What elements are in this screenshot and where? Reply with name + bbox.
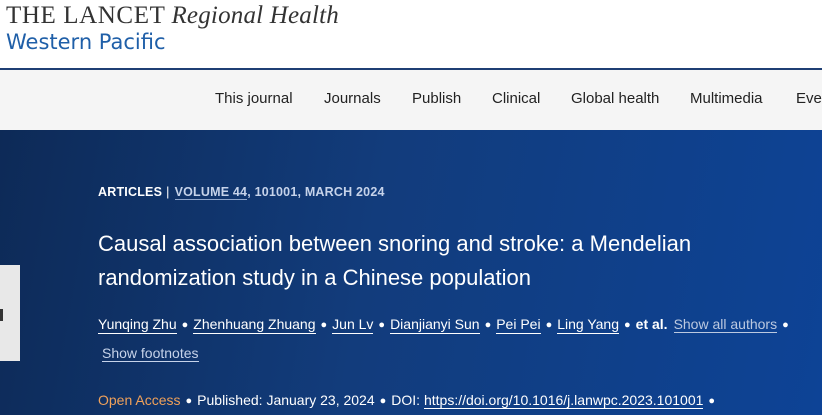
- nav-events[interactable]: Eve: [796, 90, 822, 107]
- author-link[interactable]: Ling Yang: [557, 316, 619, 332]
- article-type: ARTICLES: [98, 185, 163, 199]
- published-label: Published:: [197, 392, 263, 408]
- bullet-separator: ●: [782, 319, 789, 331]
- article-header: [0, 130, 822, 415]
- nav-publish[interactable]: Publish: [412, 90, 462, 107]
- author-link[interactable]: Yunqing Zhu: [98, 316, 177, 332]
- author-link[interactable]: Pei Pei: [496, 316, 541, 332]
- logo-lancet-text: THE LANCET: [6, 2, 166, 29]
- bullet-separator: ●: [378, 319, 386, 331]
- bullet-separator: ●: [181, 319, 189, 331]
- doi-label: DOI:: [391, 392, 421, 408]
- et-al: et al.: [635, 316, 668, 332]
- article-title: Causal association between snoring and stroke: a Mendelian randomization study in a Chinese population: [98, 231, 692, 290]
- bullet-separator: ●: [708, 395, 716, 407]
- published-date: January 23, 2024: [266, 392, 375, 408]
- volume-details: , 101001, MARCH 2024: [247, 185, 385, 199]
- bullet-separator: ●: [484, 319, 492, 331]
- author-list: [98, 316, 822, 332]
- volume-link[interactable]: VOLUME 44: [174, 185, 248, 199]
- logo-regional-text: Regional Health: [171, 2, 340, 29]
- author-link[interactable]: Zhenhuang Zhuang: [193, 316, 316, 332]
- meta-separator: |: [166, 185, 170, 199]
- main-nav: [0, 70, 822, 130]
- doi-link[interactable]: https://doi.org/10.1016/j.lanwpc.2023.101001: [423, 392, 704, 408]
- open-access-badge[interactable]: Open Access: [98, 392, 181, 408]
- article-meta-line: [98, 185, 385, 199]
- bullet-separator: ●: [379, 395, 387, 407]
- side-toggle-tab[interactable]: [0, 265, 20, 361]
- nav-journals[interactable]: Journals: [324, 90, 381, 107]
- author-link[interactable]: Dianjianyi Sun: [390, 316, 480, 332]
- bullet-separator: ●: [545, 319, 553, 331]
- publication-info: [98, 392, 720, 408]
- bullet-separator: ●: [624, 319, 631, 331]
- show-all-authors-button[interactable]: Show all authors: [673, 316, 778, 332]
- author-link[interactable]: Jun Lv: [332, 316, 374, 332]
- nav-global-health[interactable]: Global health: [571, 90, 660, 107]
- bullet-separator: ●: [320, 319, 328, 331]
- nav-clinical[interactable]: Clinical: [492, 90, 541, 107]
- show-footnotes-button[interactable]: Show footnotes: [102, 345, 199, 361]
- nav-this-journal[interactable]: This journal: [215, 90, 293, 107]
- journal-logo[interactable]: [4, 0, 822, 68]
- logo-subtitle: Western Pacific: [6, 30, 166, 54]
- bullet-separator: ●: [185, 395, 193, 407]
- logo-title: [6, 2, 339, 30]
- nav-multimedia[interactable]: Multimedia: [690, 90, 763, 107]
